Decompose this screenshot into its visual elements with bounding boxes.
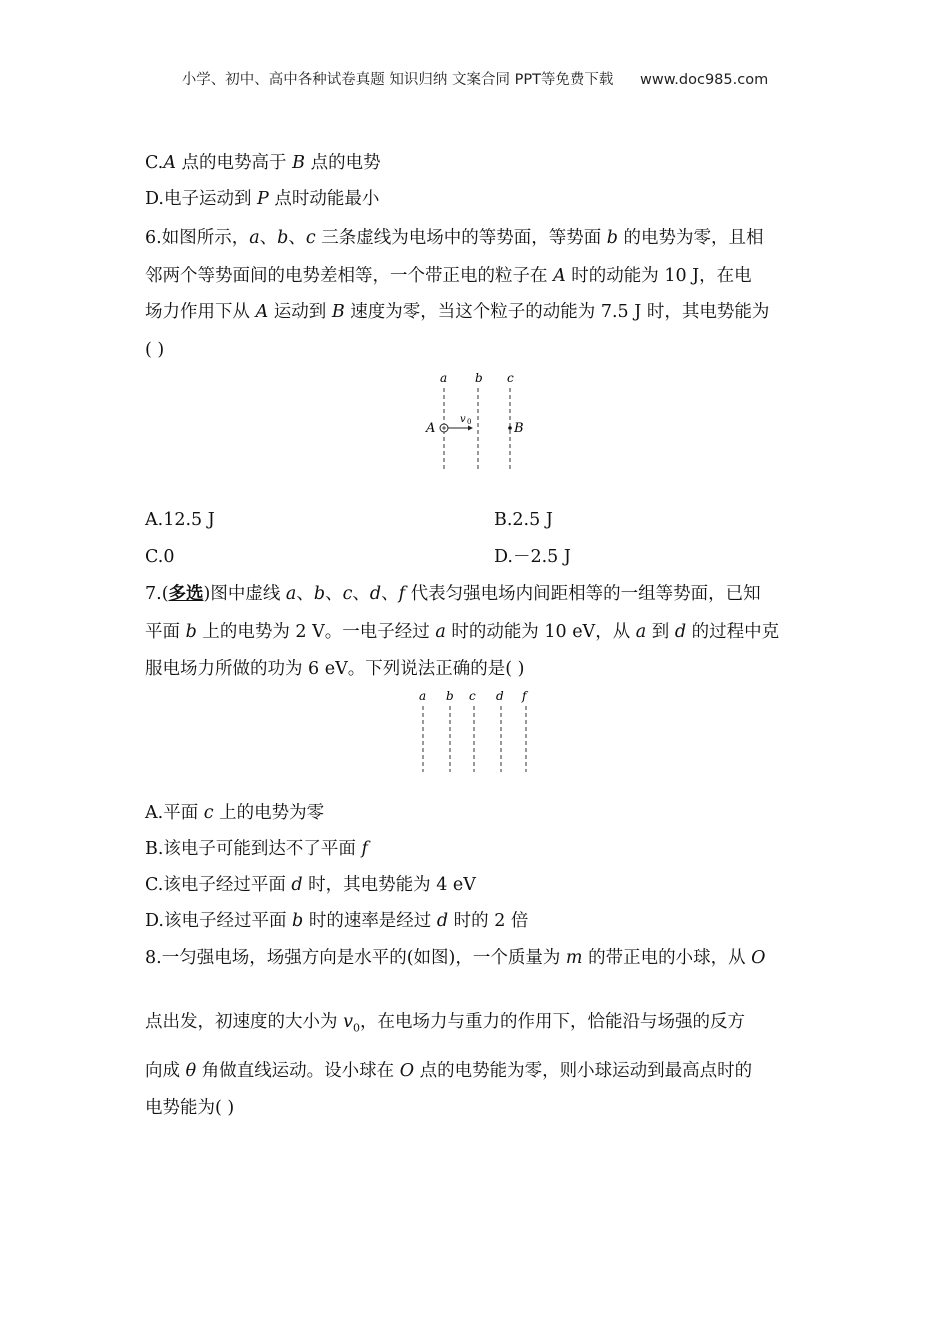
q7-multi-select-tag: 多选 [168, 584, 204, 604]
q5-option-d: D.电子运动到 P 点时动能最小 [145, 189, 380, 209]
q7-stem-line1: 7.(多选)图中虚线 a、b、c、d、f 代表匀强电场内间距相等的一组等势面，已知 [145, 584, 761, 604]
q6-option-d: D.－2.5 J [494, 547, 571, 567]
q6-label-a: a [440, 371, 448, 385]
q7-equipotential-figure [412, 686, 538, 776]
header-text: 小学、初中、高中各种试卷真题 知识归纳 文案合同 PPT等免费下载 [181, 72, 614, 88]
q7-stem-line3: 服电场力所做的功为 6 eV。下列说法正确的是( ) [145, 659, 525, 679]
q6-stem-line2: 邻两个等势面间的电势差相等，一个带正电的粒子在 A 时的动能为 10 J，在电 [145, 266, 752, 286]
q7-label-c: c [469, 689, 476, 703]
q6-option-c: C.0 [145, 547, 175, 567]
q6-option-a: A.12.5 J [145, 510, 215, 530]
q7-option-d: D.该电子经过平面 b 时的速率是经过 d 时的 2 倍 [145, 911, 529, 931]
q6-label-b: b [475, 371, 483, 385]
q6-stem-line3: 场力作用下从 A 运动到 B 速度为零，当这个粒子的动能为 7.5 J 时，其电势能为 [145, 302, 770, 322]
q5-option-c: C.A 点的电势高于 B 点的电势 [145, 153, 381, 173]
q7-label-b: b [446, 689, 454, 703]
q6-label-v: v [460, 414, 466, 425]
q7-option-b: B.该电子可能到达不了平面 f [145, 839, 368, 859]
q6-answer-blank: ( ) [145, 340, 165, 360]
q7-label-f: f [522, 689, 527, 703]
q7-label-d: d [496, 689, 504, 703]
q8-stem-line1: 8.一匀强电场，场强方向是水平的(如图)，一个质量为 m 的带正电的小球，从 O [145, 948, 766, 968]
q6-stem-line1: 6.如图所示，a、b、c 三条虚线为电场中的等势面，等势面 b 的电势为零，且相 [145, 228, 764, 248]
q8-stem-line2: 点出发，初速度的大小为 $v_0$，在电场力与重力的作用下，恰能沿与场强的反方 [145, 1012, 745, 1035]
q6-option-b: B.2.5 J [494, 510, 553, 530]
q7-label-a: a [419, 689, 427, 703]
q6-label-c: c [507, 371, 514, 385]
q8-answer-blank: 电势能为( ) [145, 1098, 235, 1118]
q6-label-B: B [514, 421, 524, 436]
q7-stem-line2: 平面 b 上的电势为 2 V。一电子经过 a 时的动能为 10 eV，从 a 到 d 的过程中克 [145, 622, 780, 642]
q6-label-A: A [426, 421, 436, 436]
q6-label-v-sub: 0 [467, 418, 472, 426]
page-header [0, 68, 950, 89]
q8-stem-line3: 向成 θ 角做直线运动。设小球在 O 点的电势能为零，则小球运动到最高点时的 [145, 1061, 753, 1081]
q7-option-a: A.平面 c 上的电势为零 [145, 803, 325, 823]
header-url[interactable]: www.doc985.com [640, 72, 769, 88]
q6-equipotential-figure [420, 366, 530, 476]
q6-point-B [508, 426, 512, 430]
q7-option-c: C.该电子经过平面 d 时，其电势能为 4 eV [145, 875, 476, 895]
